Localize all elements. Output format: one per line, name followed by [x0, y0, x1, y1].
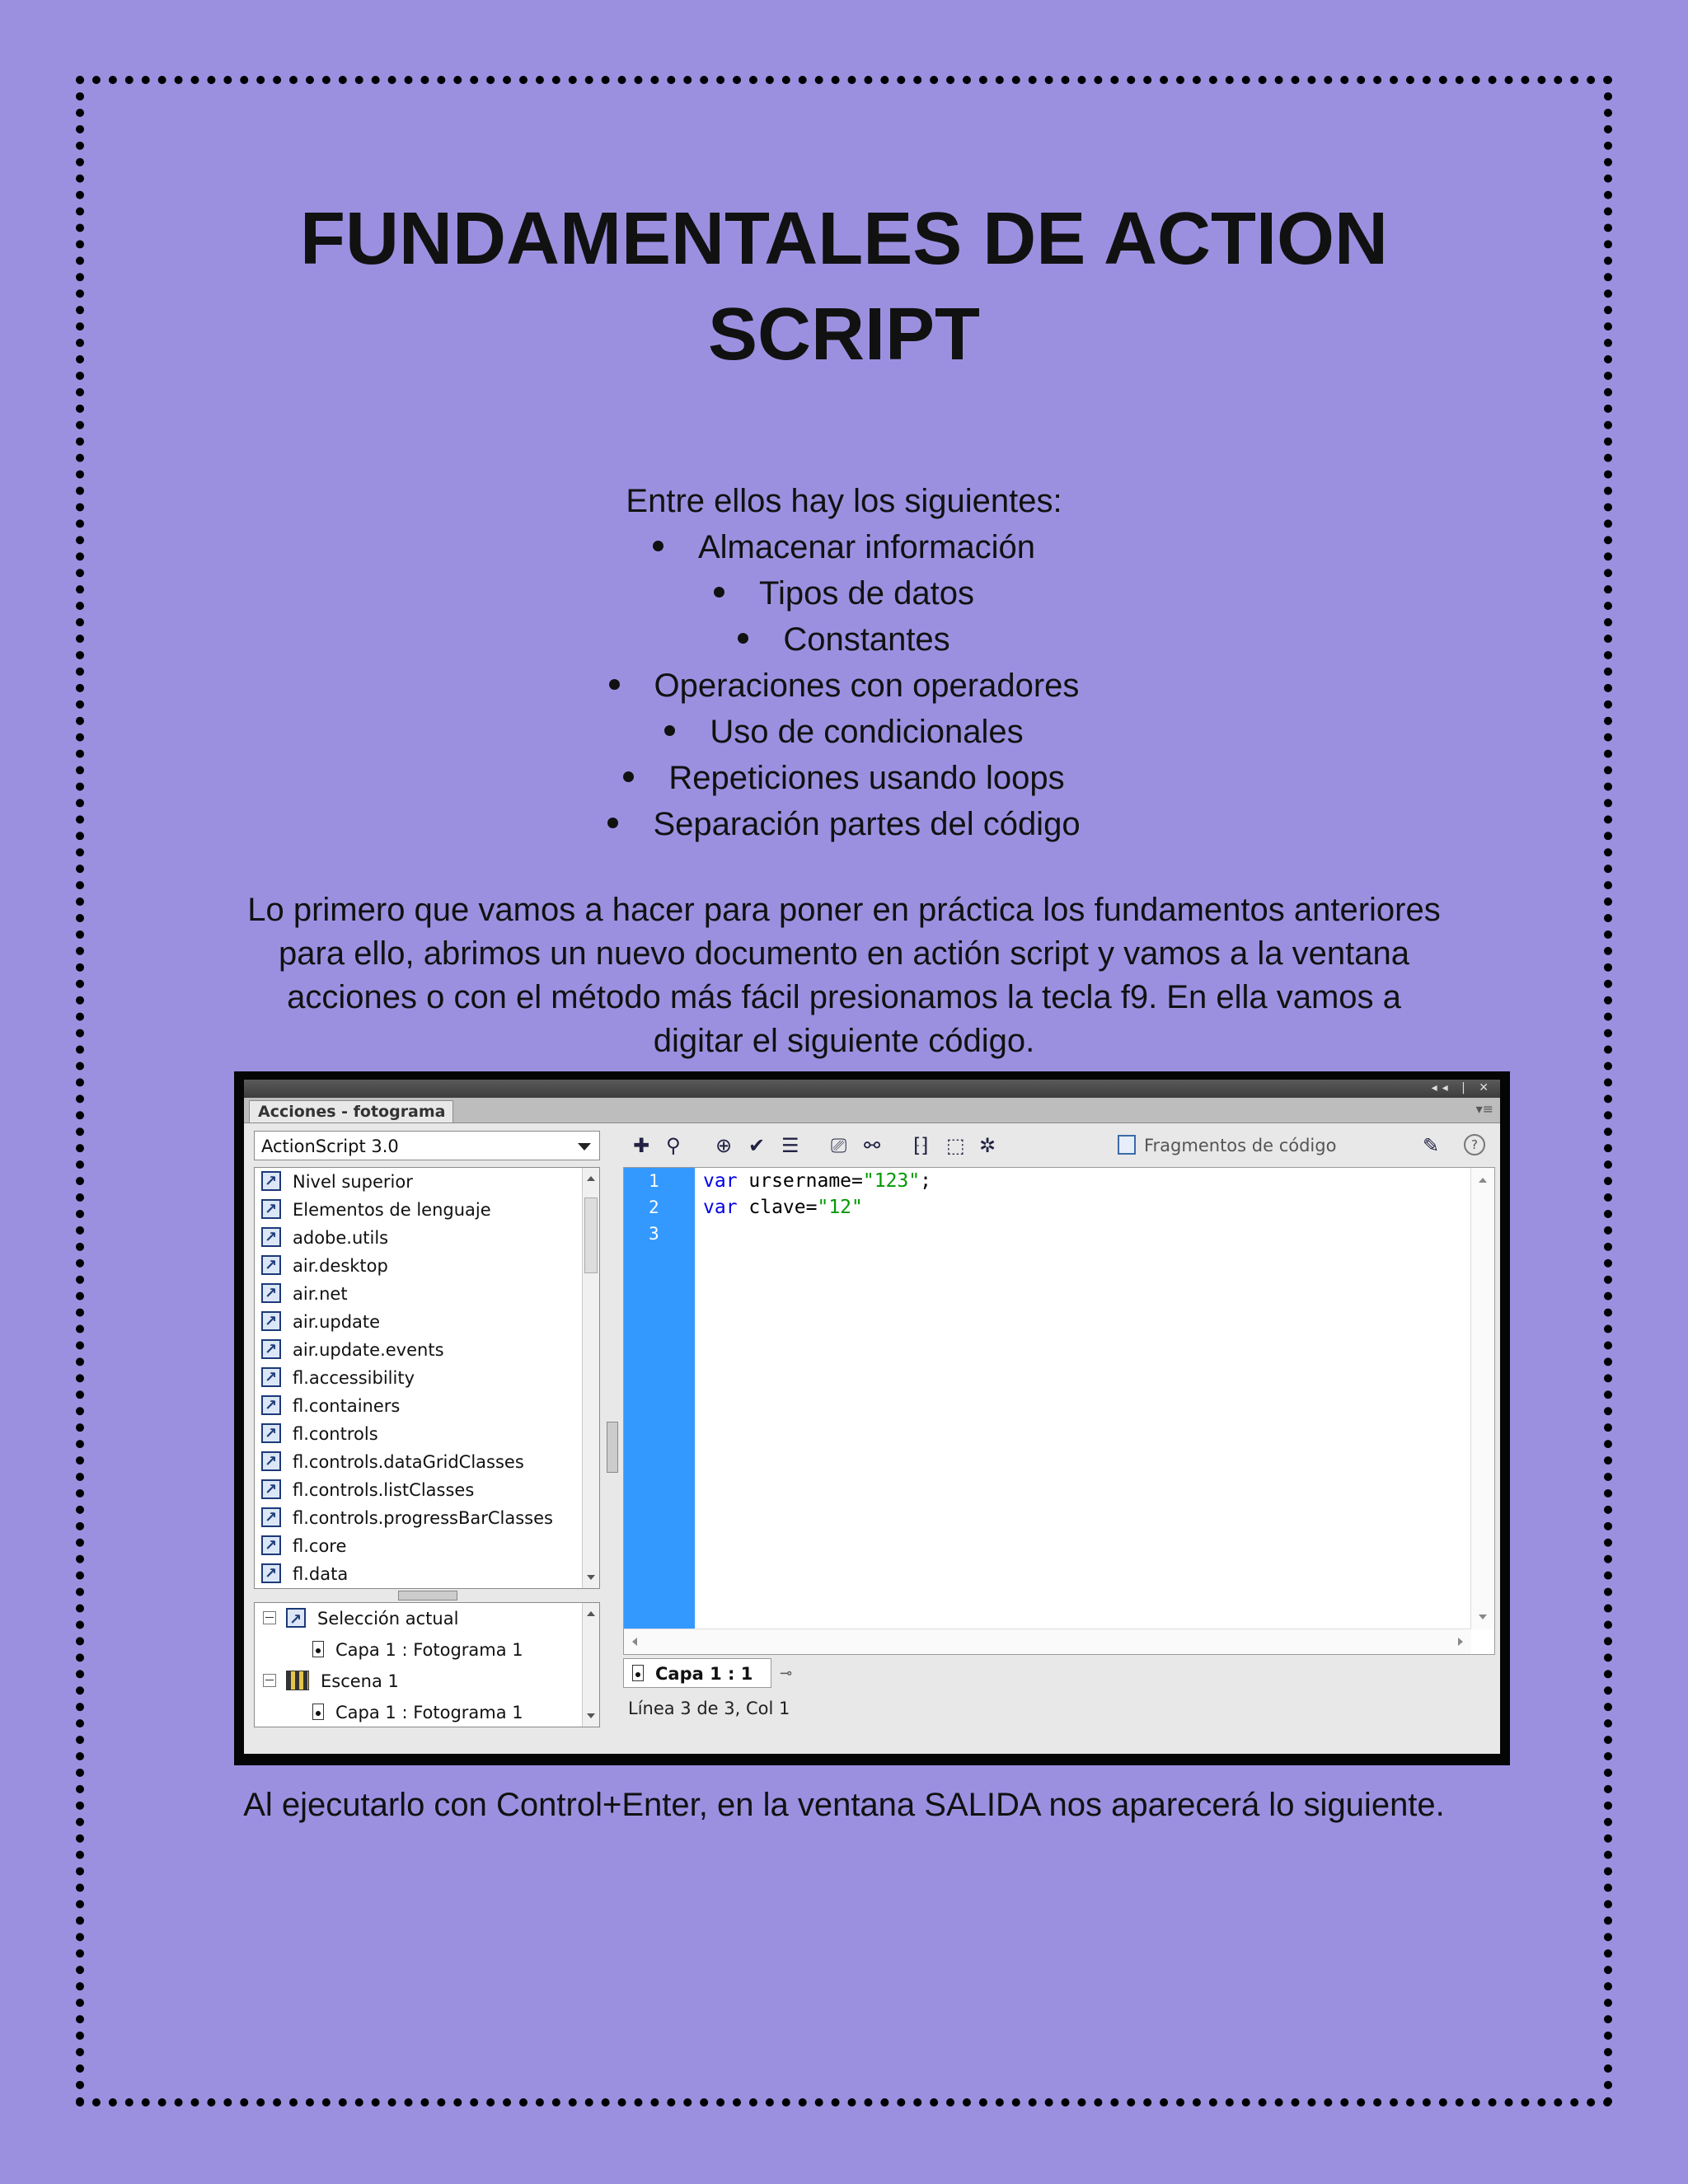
line-number: 3 [649, 1224, 659, 1244]
book-icon [261, 1395, 281, 1415]
panel-menu-icon[interactable]: ▾≡ [1475, 1101, 1493, 1117]
book-icon [261, 1227, 281, 1247]
bullet-icon [714, 587, 724, 598]
keyframe-icon [312, 1704, 324, 1720]
tab-acciones-fotograma[interactable]: Acciones - fotograma [249, 1100, 453, 1122]
list-item: Repeticiones usando loops [0, 755, 1688, 801]
list-item: Tipos de datos [0, 570, 1688, 616]
book-icon [286, 1608, 306, 1628]
title-line-2: SCRIPT [707, 293, 981, 376]
bullet-icon [607, 818, 618, 828]
script-assist-wand-icon[interactable]: ✎ [1423, 1134, 1440, 1157]
actions-panel-screenshot [234, 1071, 1510, 1765]
pane-splitter[interactable] [254, 1589, 600, 1602]
tree-item[interactable]: ↗fl.controls.dataGridClasses [255, 1448, 599, 1476]
tree-item[interactable]: ↗fl.core [255, 1532, 599, 1560]
tree-scrollbar[interactable] [582, 1168, 599, 1588]
tree-item[interactable]: ↗Elementos de lenguaje [255, 1196, 599, 1224]
editor-vertical-scrollbar[interactable] [1470, 1168, 1494, 1629]
bullet-icon [653, 541, 663, 551]
code-line: var clave="12" [703, 1197, 863, 1218]
script-toolbar [623, 1131, 1495, 1162]
book-icon [261, 1423, 281, 1443]
tree-item[interactable]: ↗air.update.events [255, 1336, 599, 1364]
check-syntax-icon[interactable]: ✔ [748, 1134, 766, 1157]
tree-item[interactable]: ↗fl.controls.listClasses [255, 1476, 599, 1504]
body-paragraph: Lo primero que vamos a hacer para poner en práctica los fundamentos anteriores para ello, abrimos un nuevo documento en actión script y vamos a la ventana acciones o con el método más fácil presionamos la tecla f9. En ella vamos a digitar el siguiente código. [247, 892, 1441, 1059]
list-item: Separación partes del código [0, 801, 1688, 847]
tree-item[interactable]: ↗fl.accessibility [255, 1364, 599, 1392]
book-icon [261, 1339, 281, 1359]
tree-item[interactable]: ↗air.net [255, 1280, 599, 1308]
book-icon [261, 1311, 281, 1331]
page-title [185, 191, 1503, 382]
navigator-scrollbar[interactable] [582, 1603, 599, 1727]
scroll-right-icon[interactable] [1458, 1638, 1463, 1646]
book-icon [261, 1507, 281, 1527]
nav-frame-item[interactable]: Capa 1 : Fotograma 1 [255, 1697, 599, 1727]
book-icon [261, 1535, 281, 1555]
window-titlebar [244, 1080, 1500, 1098]
book-icon [261, 1171, 281, 1191]
bullet-icon [609, 679, 620, 690]
book-icon [261, 1479, 281, 1499]
list-item: Constantes [0, 616, 1688, 663]
keyframe-icon [312, 1641, 324, 1657]
code-text[interactable] [703, 1168, 1466, 1247]
find-icon[interactable]: ⚲ [666, 1134, 681, 1157]
scroll-up-icon[interactable] [587, 1176, 595, 1181]
bullet-icon [623, 771, 634, 782]
book-icon [261, 1255, 281, 1275]
book-icon [261, 1283, 281, 1303]
scroll-down-icon[interactable] [587, 1575, 595, 1580]
book-icon [261, 1199, 281, 1219]
scroll-down-icon[interactable] [1479, 1615, 1487, 1619]
chevron-down-icon [578, 1143, 591, 1151]
tree-item[interactable]: ↗fl.data [255, 1560, 599, 1588]
title-line-1: FUNDAMENTALES DE ACTION [300, 198, 1388, 280]
tree-item[interactable]: ↗adobe.utils [255, 1224, 599, 1252]
language-select[interactable]: ActionScript 3.0 [254, 1131, 600, 1160]
line-number-gutter [624, 1168, 695, 1654]
collapse-icon[interactable] [263, 1674, 276, 1687]
line-number: 2 [649, 1197, 659, 1217]
script-pane [623, 1131, 1495, 1754]
tree-item[interactable]: ↗Nivel superior [255, 1168, 599, 1196]
bullet-icon [738, 633, 748, 644]
editor-horizontal-scrollbar[interactable] [624, 1629, 1471, 1654]
help-icon[interactable]: ? [1464, 1134, 1485, 1155]
nav-current-selection[interactable]: ↗Selección actual [255, 1603, 599, 1634]
tree-item[interactable]: ↗fl.controls.progressBarClasses [255, 1504, 599, 1532]
status-bar: Línea 3 de 3, Col 1 [628, 1699, 790, 1718]
collapse-toolbox-handle[interactable] [607, 1422, 618, 1473]
bullet-icon [664, 725, 675, 736]
list-item: Almacenar información [0, 524, 1688, 570]
nav-scene[interactable]: Escena 1 [255, 1666, 599, 1697]
actions-window [244, 1080, 1500, 1754]
collapse-icon[interactable] [263, 1611, 276, 1624]
scrollbar-thumb[interactable] [584, 1197, 598, 1273]
code-snippets-button[interactable]: Fragmentos de código [1118, 1136, 1336, 1156]
code-editor[interactable] [623, 1167, 1495, 1655]
line-number: 1 [649, 1171, 659, 1191]
collapse-between-braces-icon[interactable]: ⁅⁆ [913, 1134, 929, 1157]
expand-all-icon[interactable]: ✲ [979, 1134, 996, 1157]
tree-item[interactable]: ↗air.update [255, 1308, 599, 1336]
tree-item[interactable]: ↗air.desktop [255, 1252, 599, 1280]
pin-script-icon[interactable]: ⊸ [780, 1665, 793, 1682]
debug-options-icon[interactable]: ⚯ [864, 1134, 881, 1157]
actions-toolbox [254, 1131, 600, 1727]
book-icon [261, 1451, 281, 1471]
layer-frame-tab[interactable]: Capa 1 : 1 [623, 1658, 771, 1688]
target-path-icon[interactable]: ⊕ [715, 1134, 733, 1157]
intro-text: Entre ellos hay los siguientes: [626, 483, 1062, 519]
snippets-icon [1118, 1135, 1136, 1155]
list-item: Uso de condicionales [0, 709, 1688, 755]
book-icon [261, 1563, 281, 1583]
code-line [703, 1221, 1466, 1247]
book-icon [261, 1367, 281, 1387]
window-controls[interactable]: ◂◂ | ✕ [1431, 1081, 1493, 1094]
scroll-up-icon[interactable] [1479, 1178, 1487, 1183]
list-item: Operaciones con operadores [0, 663, 1688, 709]
scene-clapper-icon [286, 1671, 309, 1690]
keyframe-icon [632, 1665, 644, 1681]
scroll-up-icon[interactable] [587, 1611, 595, 1616]
tree-item[interactable]: ↗fl.containers [255, 1392, 599, 1420]
footer-text: Al ejecutarlo con Control+Enter, en la ventana SALIDA nos aparecerá lo siguiente. [243, 1787, 1445, 1823]
panel-tab-row [244, 1098, 1500, 1123]
auto-format-icon[interactable]: ☰ [781, 1134, 799, 1157]
collapse-selection-icon[interactable]: ⬚ [946, 1134, 965, 1157]
splitter-grip[interactable] [398, 1591, 457, 1601]
code-hint-icon[interactable]: ⎚ [831, 1134, 847, 1157]
topics-list [0, 524, 1688, 847]
code-line: var ursername="123"; [703, 1170, 931, 1192]
add-item-icon[interactable]: ✚ [633, 1134, 650, 1157]
scroll-left-icon[interactable] [632, 1638, 637, 1646]
nav-frame-item[interactable]: Capa 1 : Fotograma 1 [255, 1634, 599, 1666]
tree-item[interactable]: ↗fl.controls [255, 1420, 599, 1448]
package-tree [254, 1167, 600, 1589]
script-navigator [254, 1602, 600, 1727]
scroll-down-icon[interactable] [587, 1713, 595, 1718]
